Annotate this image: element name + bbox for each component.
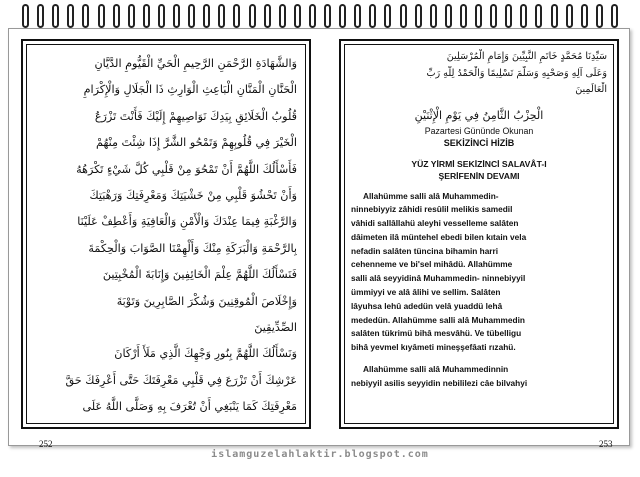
text-line: Allahümme salli alâ Muhammedin- [363,190,499,201]
arabic-line: مَعْرِفَتِكَ كَمَا يَنْبَغِي أَنْ تُعْرَفَ بِهِ وَصَلَّى اللَّهُ عَلَى [82,400,297,414]
spiral-ring [52,4,59,28]
arabic-line: وَالشَّهَادَةِ الرَّحْمَنِ الرَّحِيمِ الْحَيِّ الْقَيُّومِ الدَّيَّانِ [94,57,297,70]
spiral-ring [218,4,225,28]
spiral-ring [505,4,512,28]
arabic-line: الْحَنَّانِ الْمَنَّانِ الْبَاعِثِ الْوَارِثِ ذَا الْجَلَالِ وَالْإِكْرَامِ [83,83,297,97]
hizib-title: SEKİZİNCİ HİZİB [443,137,515,148]
spiral-ring [324,4,331,28]
spiral-ring [551,4,558,28]
spiral-ring [203,4,210,28]
spiral-ring [264,4,271,28]
spiral-ring [535,4,542,28]
arabic-line: الْعَالَمِينَ [575,84,607,95]
text-line: salâten tükrimü bihâ mesvâhü. Ve tübelligu [351,328,522,339]
text-line: cehenneme ve bi'sel mihâdü. Allahümme [351,259,513,270]
page-number-right: 253 [599,439,613,449]
text-line: ümmiyyi ve alâ âlihi ve sellim. Salâten [351,287,501,298]
spiral-ring [369,4,376,28]
arabic-line: الْخَيْرَ فِي قُلُوبِهِمْ وَتَمْحُو الشَّرَّ إِذَا شِئْتَ مِنْهُمْ [96,136,297,150]
left-page [21,39,311,429]
page-number-left: 252 [39,439,53,449]
spiral-ring [22,4,29,28]
spiral-ring [279,4,286,28]
spiral-ring [445,4,452,28]
spiral-ring [113,4,120,28]
arabic-line: وَنَسْأَلُكَ اللَّهُمَّ بِنُورِ وَجْهِكَ الَّذِي مَلَأَ أَرْكَانَ [114,347,297,361]
spiral-ring [143,4,150,28]
spiral-ring [430,4,437,28]
spiral-ring [475,4,482,28]
paragraph-1 [351,190,607,356]
text-line: nebiyyil asilis seyyidin nebililezi câe bilvahyi [351,377,528,388]
spiral-ring [67,4,74,28]
arabic-line: وَعَلَى آلِهِ وَصَحْبِهِ وَسَلَّمَ تَسْلِيمًا وَالْحَمْدُ لِلَّهِ رَبِّ [426,67,607,79]
spiral-ring [611,4,618,28]
spiral-ring [596,4,603,28]
arabic-line: وَإِخْلَاصَ الْمُوقِنِينَ وَشُكْرَ الصَّابِرِينَ وَتَوْبَةَ [116,294,297,308]
arabic-line: وَالرَّغْبَةِ فِيمَا عِنْدَكَ وَالْأَمْنِ وَالْعَافِيَةِ وَأَعْطِفْ عَلَيْنَا [77,215,297,229]
spiral-ring [566,4,573,28]
text-line: mededün. Allahümme salli alâ Muhammedin [351,314,525,325]
spiral-ring [37,4,44,28]
spiral-ring [400,4,407,28]
spiral-ring [520,4,527,28]
text-line: nefadin salâten tüncina bihamin harri [351,245,499,256]
spiral-ring [249,4,256,28]
text-line: dâimeten ilâ müntehel ebedi bilen kıtain vela [351,231,527,242]
spiral-ring [173,4,180,28]
spiral-ring [82,4,89,28]
watermark: islamguzelahlaktir.blogspot.com [211,449,429,460]
section-title: YÜZ YİRMİ SEKİZİNCİ SALAVÂT-I ŞERİFENİN DEVAMI [411,158,547,181]
spiral-ring [158,4,165,28]
text-line: lâyuhsa lehû adedün velâ yuaddü lehâ [351,300,503,311]
text-line: salli alâ seyyidinâ Muhammedin- ninnebiyyil [351,273,526,284]
arabic-heading: الْحِزْبُ الثَّامِنُ فِي يَوْمِ الْإِثْنَيْنِ [414,108,544,122]
text-line: Allahümme salli alâ Muhammedinnin [363,364,509,375]
right-page [339,39,619,429]
spiral-ring [98,4,105,28]
spiral-ring [354,4,361,28]
spiral-ring [188,4,195,28]
spiral-ring [233,4,240,28]
arabic-line: فَنَسْأَلُكَ اللَّهُمَّ عِلْمَ الْخَائِفِينَ وَإِنَابَةَ الْمُخْبِتِينَ [102,268,297,282]
spiral-ring [460,4,467,28]
arabic-line: وَأَنْ تَحْشُوَ قَلْبِي مِنْ خَشْيَتِكَ وَمَعْرِفَتِكَ وَرَهْبَتِكَ [89,189,297,203]
left-arabic-text [35,51,297,421]
text-line: ninnebiyyiz zâhidi resûlil melikis samedil [351,204,513,215]
text-line: bihâ yevmel kıyâmeti mineşşefâati rızahü. [351,342,516,353]
arabic-line: بِالرَّحْمَةِ وَالْبَرَكَةِ مِنْكَ وَأَلْهِمْنَا الصَّوَابَ وَالْحِكْمَةَ [88,241,297,255]
arabic-line: عَرْشِكَ أَنْ تَزْرَعَ فِي قَلْبِي مَعْرِفَتَكَ حَتَّى أَعْرِفَكَ حَقَّ [65,373,297,387]
arabic-line: سَيِّدِنَا مُحَمَّدٍ خَاتَمِ النَّبِيِّينَ وَإِمَامِ الْمُرْسَلِينَ [446,51,607,62]
spiral-ring [128,4,135,28]
text-line: vâhidi sallâllahü aleyhi vesselleme salâten [351,218,519,229]
spiral-ring [294,4,301,28]
spiral-ring [581,4,588,28]
open-book [8,28,630,449]
arabic-line: الصِّدِّيقِينَ [254,321,297,335]
arabic-line: فَأَسْأَلُكَ اللَّهُمَّ أَنْ تَمْحُوَ مِنْ قَلْبِي كُلَّ شَيْءٍ تَكْرَهُهُ [76,162,297,176]
right-arabic-text [351,49,607,99]
spiral-ring [490,4,497,28]
spiral-binding [0,0,640,30]
paragraph-2 [351,363,607,391]
spiral-ring [339,4,346,28]
spiral-ring [415,4,422,28]
arabic-line: قُلُوبُ الْخَلَائِقِ بِيَدِكَ نَوَاصِيهِمْ إِلَيْكَ فَأَنْتَ تَزْرَعُ [94,109,297,123]
right-page-content [351,49,607,391]
spiral-ring [384,4,391,28]
spiral-ring [309,4,316,28]
subtitle: Pazartesi Gününde Okunan [424,125,534,136]
